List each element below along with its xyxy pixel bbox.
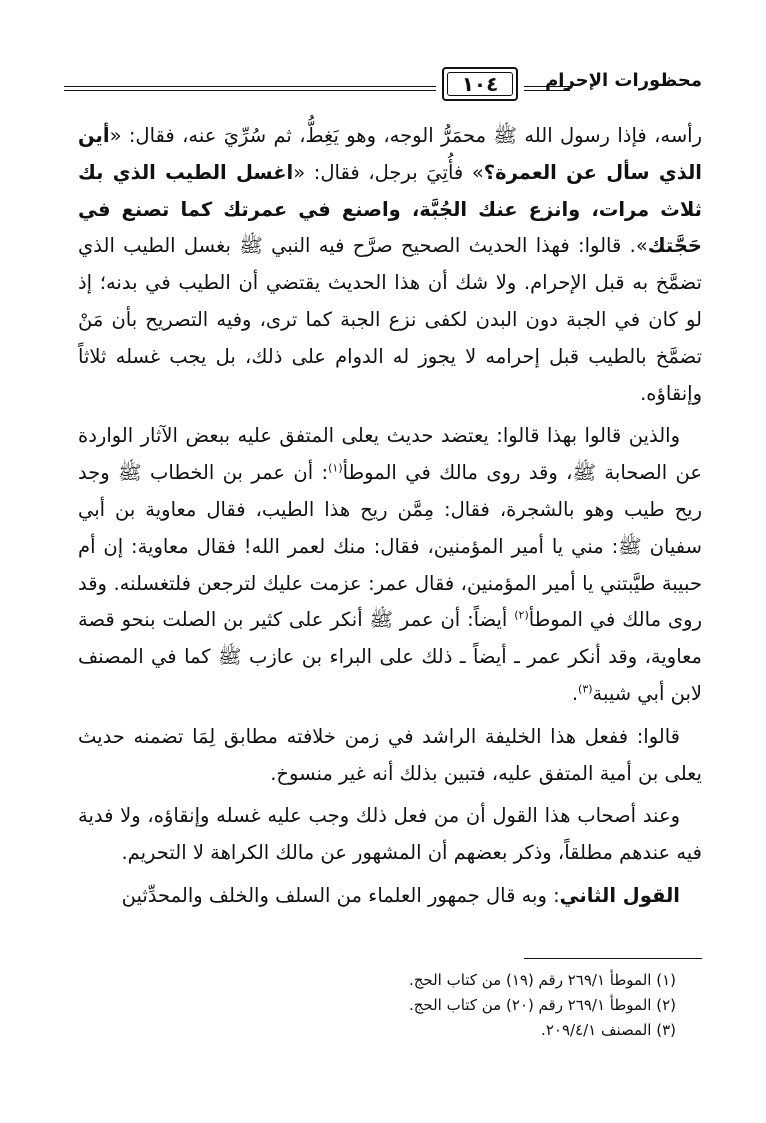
- footnote-ref: (١): [328, 461, 343, 475]
- text-run: قالوا: ففعل هذا الخليفة الراشد في زمن خلافته مطابق لِمَا تضمنه حديث يعلى بن أمية المتفق عليه، فتبين بذلك أنه غير منسوخ.: [78, 724, 702, 785]
- text-run: والذين قالوا بهذا قالوا: يعتضد حديث يعلى المتفق عليه ببعض الآثار الواردة عن الصحابة ﷺ، وقد روى مالك في الموطأ: [78, 424, 702, 485]
- paragraph: [78, 719, 702, 793]
- page-number-frame: [442, 67, 518, 101]
- text-run: أيضاً: أن عمر ﷺ أنكر على كثير بن الصلت بنحو قصة معاوية، وقد أنكر عمر ـ أيضاً ـ ذلك على البراء بن عازب ﷺ كما في المصنف لابن أبي شيبة: [78, 608, 702, 705]
- text-run: ». قالوا: فهذا الحديث الصحيح صرَّح فيه النبي ﷺ بغسل الطيب الذي تضمَّخ به قبل الإحرام. ولا شك أن هذا الحديث يقتضي أن الطيب في بدنه؛ إذ لو كان في الجبة دون البدن لكفى نزع الجبة كما ترى، وفيه التصريح بأن مَنْ تضمَّخ بالطيب قبل إحرامه لا يجوز له الدوام على ذلك، بل يجب غسله ثلاثاً وإنقاؤه.: [78, 234, 702, 405]
- header-rule-left: [64, 86, 436, 91]
- footnote: (١) الموطأ ٢٦٩/١ رقم (١٩) من كتاب الحج.: [408, 971, 676, 989]
- footnote: (٢) الموطأ ٢٦٩/١ رقم (٢٠) من كتاب الحج.: [408, 996, 676, 1014]
- paragraph: [78, 878, 702, 915]
- paragraph: [78, 798, 702, 872]
- text-run: وعند أصحاب هذا القول أن من فعل ذلك وجب عليه غسله وإنقاؤه، ولا فدية فيه عندهم مطلقاً، وذكر بعضهم أن المشهور عن مالك الكراهة لا التحريم.: [78, 804, 702, 865]
- text-run: » فأُتِيَ برجل، فقال: «: [293, 160, 484, 184]
- text-run: : أن عمر بن الخطاب ﷺ وجد ريح طيب وهو بالشجرة، فقال: مِمَّن ريح هذا الطيب، فقال معاوية بن أبي سفيان ﷺ: مني يا أمير المؤمنين، فقال: منك لعمر الله! فقال معاوية: إن أم حبيبة طيَّبتني يا أمير المؤمنين، فقال عمر: عزمت عليك لترجعن فلتغسلنه. وقد روى مالك في الموطأ: [78, 461, 702, 632]
- footnotes: [116, 968, 676, 1043]
- text-run: رأسه، فإذا رسول الله ﷺ محمَرُّ الوجه، وهو يَغِطُّ، ثم سُرِّيَ عنه، فقال: «: [109, 124, 702, 147]
- body-text: [78, 118, 702, 921]
- footnote-ref: (٣): [578, 682, 593, 696]
- text-run: : وبه قال جمهور العلماء من السلف والخلف والمحدِّثين: [121, 883, 560, 907]
- footnote-separator: [524, 958, 702, 959]
- chapter-title: محظورات الإحرام: [545, 70, 702, 91]
- footnote: (٣) المصنف ٢٠٩/٤/١.: [541, 1021, 676, 1039]
- bold-text: القول الثاني: [559, 883, 680, 907]
- bold-text: أين الذي سأل عن العمرة؟: [78, 124, 702, 184]
- paragraph: [78, 118, 702, 412]
- running-header: [64, 62, 702, 106]
- bold-text: اغسل الطيب الذي بك ثلاث مرات، وانزع عنك الجُبَّة، واصنع في عمرتك كما تصنع في حَجَّتك: [78, 160, 702, 258]
- page-number: ١٠٤: [461, 72, 499, 96]
- text-run: .: [571, 681, 579, 705]
- footnote-ref: (٢): [514, 608, 529, 622]
- paragraph: [78, 418, 702, 712]
